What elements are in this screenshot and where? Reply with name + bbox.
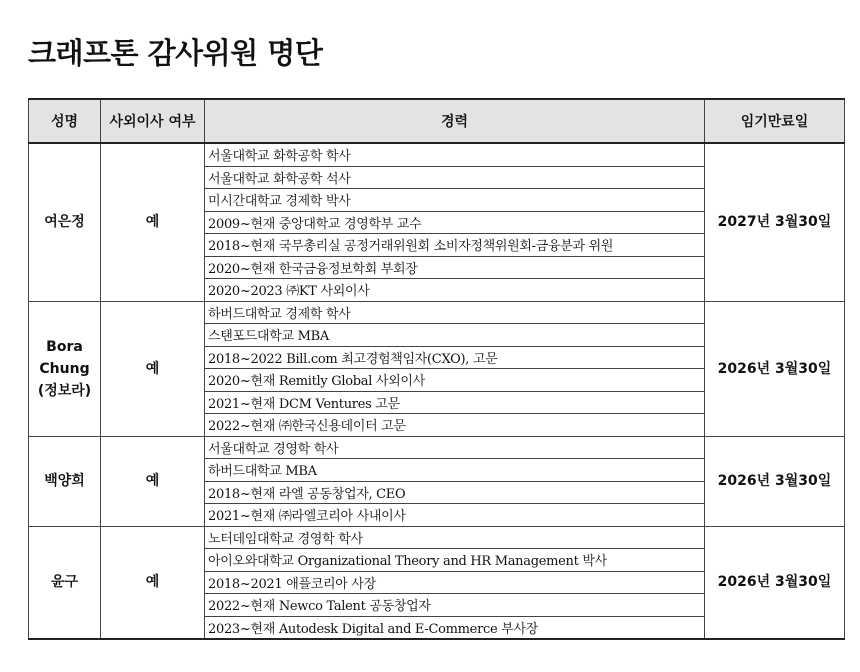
page-title: 크래프톤 감사위원 명단 <box>28 36 323 70</box>
term-end-date: 2027년 3월30일 <box>705 143 845 301</box>
term-end-date: 2026년 3월30일 <box>705 301 845 436</box>
header-outside-director: 사외이사 여부 <box>101 99 205 143</box>
member-name <box>29 436 101 526</box>
member-group <box>29 526 845 639</box>
member-name <box>29 301 101 436</box>
outside-director-value: 예 <box>101 301 205 436</box>
table-row <box>29 436 845 459</box>
member-name <box>29 526 101 639</box>
member-group <box>29 143 845 301</box>
outside-director-value: 예 <box>101 436 205 526</box>
career-item: 서울대학교 화학공학 석사 <box>205 166 705 189</box>
career-item: 2021~현재 ㈜라엘코리아 사내이사 <box>205 504 705 527</box>
member-group <box>29 301 845 436</box>
member-name-line: 백양희 <box>44 473 85 489</box>
table-row <box>29 143 845 166</box>
member-name-line: Bora <box>46 338 83 355</box>
header-row <box>29 99 845 143</box>
career-item: 2018~2022 Bill.com 최고경험책임자(CXO), 고문 <box>205 346 705 369</box>
career-item: 2020~현재 한국금융정보학회 부회장 <box>205 256 705 279</box>
career-item: 2022~현재 Newco Talent 공동창업자 <box>205 594 705 617</box>
career-item: 노터데임대학교 경영학 학사 <box>205 526 705 549</box>
career-item: 2023~현재 Autodesk Digital and E-Commerce 부사장 <box>205 616 705 639</box>
member-name-line: (정보라) <box>37 382 92 399</box>
member-group <box>29 436 845 526</box>
career-item: 아이오와대학교 Organizational Theory and HR Management 박사 <box>205 549 705 572</box>
career-item: 서울대학교 화학공학 학사 <box>205 143 705 166</box>
audit-committee-table <box>28 98 845 640</box>
career-item: 2009~현재 중앙대학교 경영학부 교수 <box>205 211 705 234</box>
career-item: 2018~현재 국무총리실 공정거래위원회 소비자정책위원회-금융분과 위원 <box>205 234 705 257</box>
header-name: 성명 <box>29 99 101 143</box>
career-item: 2022~현재 ㈜한국신용데이터 고문 <box>205 414 705 437</box>
career-item: 미시간대학교 경제학 박사 <box>205 189 705 212</box>
outside-director-value: 예 <box>101 143 205 301</box>
header-career: 경력 <box>205 99 705 143</box>
member-name-line: Chung <box>39 360 90 377</box>
term-end-date: 2026년 3월30일 <box>705 526 845 639</box>
member-name <box>29 143 101 301</box>
table-row <box>29 301 845 324</box>
career-item: 2020~현재 Remitly Global 사외이사 <box>205 369 705 392</box>
member-name-line: 여은정 <box>44 214 85 231</box>
term-end-date: 2026년 3월30일 <box>705 436 845 526</box>
career-item: 하버드대학교 MBA <box>205 459 705 482</box>
career-item: 2021~현재 DCM Ventures 고문 <box>205 391 705 414</box>
member-name-line: 윤구 <box>50 574 79 591</box>
table-row <box>29 526 845 549</box>
career-item: 서울대학교 경영학 학사 <box>205 436 705 459</box>
outside-director-value: 예 <box>101 526 205 639</box>
header-term-end: 임기만료일 <box>705 99 845 143</box>
career-item: 2018~현재 라엘 공동창업자, CEO <box>205 481 705 504</box>
table-header <box>29 99 845 143</box>
career-item: 2020~2023 ㈜KT 사외이사 <box>205 279 705 302</box>
career-item: 하버드대학교 경제학 학사 <box>205 301 705 324</box>
career-item: 2018~2021 애플코리아 사장 <box>205 571 705 594</box>
career-item: 스탠포드대학교 MBA <box>205 324 705 347</box>
